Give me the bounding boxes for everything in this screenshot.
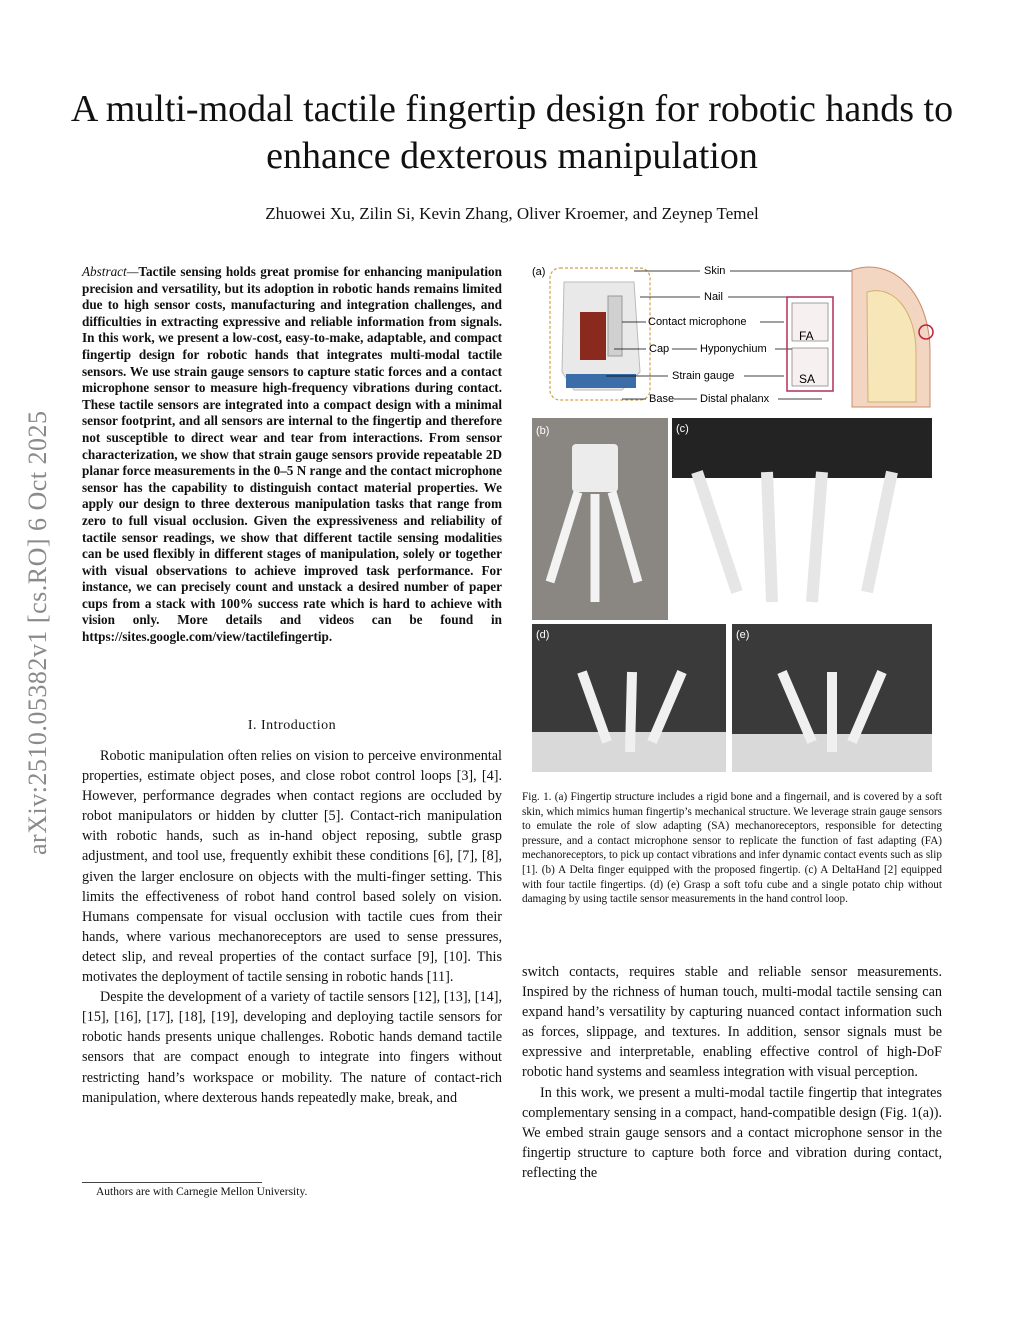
paper-title: A multi-modal tactile fingertip design for robotic hands to enhance dexterous manipulation bbox=[70, 88, 954, 177]
intro-text bbox=[82, 746, 502, 1108]
right-paragraph-2: In this work, we present a multi-modal tactile fingertip that integrates complementary sensing in a compact, hand-compatible design (Fig. 1(a)). We embed strain gauge sensors and a contact microphone sensor in the fingertip structure to capture both force and vibration during contact, reflecting the bbox=[522, 1084, 942, 1181]
panel-c-hand-top bbox=[672, 418, 932, 478]
strain-gauge-part bbox=[580, 312, 606, 360]
figure-1 bbox=[522, 262, 942, 777]
label-base: Base bbox=[649, 393, 675, 405]
label-contact-microphone: Contact microphone bbox=[648, 316, 747, 328]
right-paragraph-1: switch contacts, requires stable and reliable sensor measurements. Inspired by the richness of human touch, multi-modal tactile sensing can expand hand’s versatility by capturing nuanced contact information such as forces, slippage, and textures. In addition, sensor signals must be expressive and interpretable, enabling effective control of high-DoF robotic hand systems and seamless integration with visual perception. bbox=[522, 964, 942, 1081]
figure-panel-d bbox=[532, 624, 726, 772]
label-fa: FA bbox=[799, 329, 814, 343]
intro-paragraph-1: Robotic manipulation often relies on vision to perceive environmental properties, estimate object poses, and close robot control loops [3], [4]. However, performance degrades when contact regions are occluded by robot manipulators or hidden by clutter [5]. Contact-rich manipulation with robotic hands, such as in-hand object reposing, subtle grasp adjustment, and tool use, frequently exhibit these conditions [6], [7], [8], given the larger enclosure on objects with the multi-finger setting. This limits the effectiveness of robot hand control based solely on vision. Humans compensate for visual occlusion with tactile cues from their hands, where various mechanoreceptors are used to sense pressures, detect slip, and reveal properties of the contact surface [9], [10]. This motivates the deployment of tactile sensing in robotic hands [11]. bbox=[82, 748, 502, 986]
right-column-text bbox=[522, 962, 942, 1183]
arxiv-identifier: arXiv:2510.05382v1 [cs.RO] 6 Oct 2025 bbox=[23, 410, 52, 855]
label-hyponychium: Hyponychium bbox=[700, 343, 767, 355]
panel-c-label: (c) bbox=[676, 423, 689, 435]
label-skin: Skin bbox=[704, 265, 726, 277]
label-nail: Nail bbox=[704, 291, 723, 303]
abstract-label: Abstract— bbox=[82, 264, 139, 279]
label-cap: Cap bbox=[649, 343, 670, 355]
figure-panel-e bbox=[732, 624, 932, 772]
abstract-text: Tactile sensing holds great promise for enhancing manipulation precision and versatility, but its adoption in robotic hands remains limited due to high sensor costs, manufacturing and integration challenges, and difficulties in extracting expressive and reliable information from signals. In this work, we present a low-cost, easy-to-make, adaptable, and compact fingertip design for robotic hands that integrates multi-modal tactile sensors. We use strain gauge sensors to capture static forces and a contact microphone sensor to measure high-frequency vibrations during contact. These tactile sensors are integrated into a compact design with a minimal sensor footprint, and all sensors are internal to the fingertip and therefore not susceptible to direct wear and tear from interactions. From sensor characterization, we show that strain gauge sensors provide repeatable 2D planar force measurements in the 0–5 N range and the contact microphone sensor has the capability to distinguish contact material properties. We apply our design to three dexterous manipulation tasks that range from zero to full visual occlusion. Given the expressiveness and reliability of tactile sensor readings, we show that different tactile sensing modalities can be used flexibly in different stages of manipulation, solely or together with visual observations to achieve improved task performance. For instance, we can precisely count and unstack a desired number of paper cups from a stack with 100% success rate which is hard to achieve with vision only. More details and videos can be found in https://sites.google.com/view/tactilefingertip. bbox=[82, 264, 502, 645]
label-distal-phalanx: Distal phalanx bbox=[700, 393, 770, 405]
figure-panel-a bbox=[522, 262, 942, 412]
panel-e-label: (e) bbox=[736, 629, 750, 641]
section-heading: I. Introduction bbox=[247, 718, 337, 733]
footnote: Authors are with Carnegie Mellon University. bbox=[96, 1186, 308, 1198]
panel-d-label: (d) bbox=[536, 629, 550, 641]
paper-authors: Zhuowei Xu, Zilin Si, Kevin Zhang, Oliver Kroemer, and Zeynep Temel bbox=[265, 204, 759, 223]
footnote-rule bbox=[82, 1182, 262, 1183]
panel-b-label: (b) bbox=[536, 425, 550, 437]
panel-a-label: (a) bbox=[532, 266, 546, 278]
figure-panel-b bbox=[532, 418, 668, 620]
label-strain-gauge: Strain gauge bbox=[672, 370, 735, 382]
panel-b-fingertip bbox=[572, 444, 618, 492]
nail-part bbox=[608, 296, 622, 356]
intro-paragraph-2: Despite the development of a variety of tactile sensors [12], [13], [14], [15], [16], [17], [18], [19], developing and deploying tactile sensors for robotic hands presents unique challenges. Robotic hands demand tactile sensors that are compact enough to integrate into fingers without restricting hand’s workspace or mobility. The nature of contact-rich manipulation, where dexterous hands repeatedly make, break, and bbox=[82, 989, 502, 1106]
abstract bbox=[82, 264, 502, 646]
figure-caption: Fig. 1. (a) Fingertip structure includes a rigid bone and a fingernail, and is covered by a soft skin, which mimics human fingertip’s mechanical structure. We leverage strain gauge sensors to emulate the role of slow adapting (SA) mechanoreceptors, responsible for detecting pressure, and a contact microphone sensor to replicate the function of fast adapting (FA) mechanoreceptors, to pick up contact vibrations and infer dynamic contact events such as slip [1]. (b) A Delta finger equipped with the proposed fingertip. (c) A DeltaHand [2] equipped with four tactile fingertips. (d) (e) Grasp a soft tofu cube and a single potato chip without damaging by using tactile sensor measurements in the hand control loop. bbox=[522, 791, 942, 906]
figure-panel-c bbox=[672, 418, 932, 620]
label-sa: SA bbox=[799, 372, 816, 386]
